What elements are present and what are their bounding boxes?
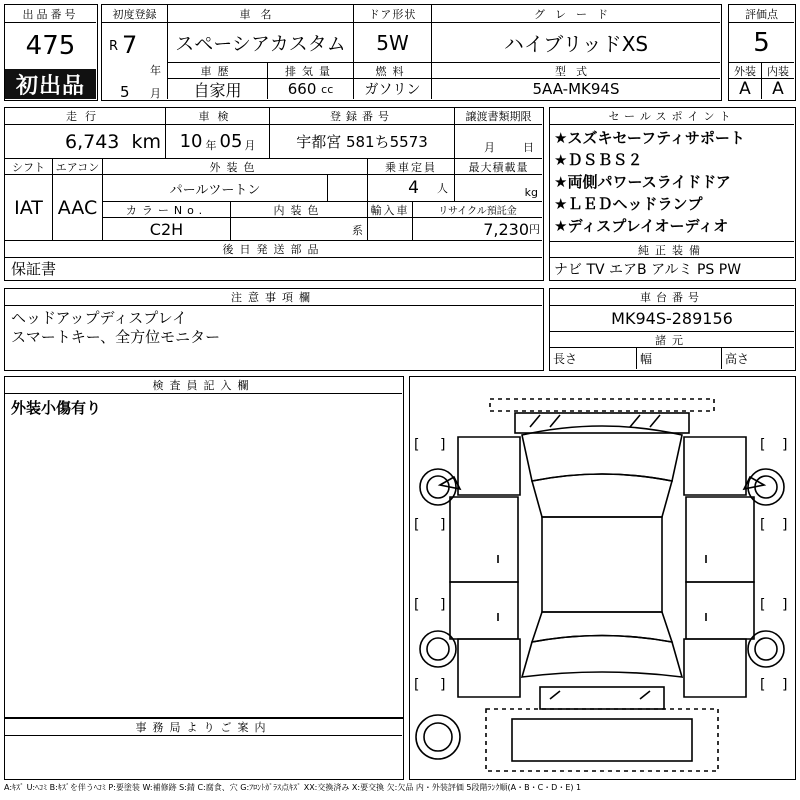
car-name-header: 車名 bbox=[168, 5, 354, 23]
score-box bbox=[728, 4, 796, 101]
sales-box bbox=[549, 107, 796, 281]
int-color-cell bbox=[231, 218, 368, 241]
right-front-wheel-inner bbox=[755, 476, 777, 498]
spec-box bbox=[101, 4, 722, 101]
sales-point-item: ★ＤＳＢＳ２ bbox=[554, 151, 643, 169]
exterior-score: A bbox=[729, 79, 762, 99]
first-reg-header: 初度登録 bbox=[102, 5, 168, 23]
color-no-value: C2H bbox=[103, 218, 231, 241]
fuel-value: ガソリン bbox=[354, 79, 432, 99]
right-front-fender bbox=[684, 437, 746, 495]
first-reg-month: 5 bbox=[120, 83, 130, 101]
bracket-mark: [ bbox=[760, 437, 766, 453]
lot-header: 出品番号 bbox=[5, 5, 96, 23]
notes-text bbox=[11, 309, 220, 347]
displacement-header: 排気量 bbox=[268, 63, 354, 79]
later-parts-value: 保証書 bbox=[11, 260, 57, 278]
sales-point-item: ★ディスプレイオーディオ bbox=[554, 217, 729, 235]
interior-header: 内装 bbox=[762, 63, 794, 79]
inspection-year-unit: 年 bbox=[205, 138, 217, 152]
rear-lower-panel bbox=[512, 719, 692, 761]
chassis-value: MK94S-289156 bbox=[550, 306, 794, 332]
bracket-mark: ] bbox=[440, 677, 446, 693]
displacement-unit: cc bbox=[321, 82, 334, 96]
import-cell bbox=[368, 218, 413, 241]
mileage-header: 走行 bbox=[5, 108, 166, 125]
registration-value: 宇都宮 581ち5573 bbox=[270, 125, 455, 159]
first-reg-year: 7 bbox=[122, 31, 138, 59]
door-header: ドア形状 bbox=[354, 5, 432, 23]
inspection-month: 05 bbox=[219, 131, 243, 152]
recycle-header: リサイクル預託金 bbox=[413, 202, 542, 218]
left-front-fender bbox=[458, 437, 520, 495]
later-parts-header: 後日発送部品 bbox=[5, 241, 542, 258]
ext-color-value: パールツートン bbox=[103, 175, 328, 202]
front-glass-lines bbox=[530, 415, 660, 427]
transfer-month-unit: 月 bbox=[484, 140, 495, 154]
details-box bbox=[4, 107, 544, 281]
right-rear-door bbox=[686, 582, 754, 639]
bracket-mark: ] bbox=[440, 437, 446, 453]
bracket-mark: [ bbox=[414, 597, 420, 613]
roof-top-outline bbox=[490, 399, 714, 411]
rear-window-outline bbox=[532, 612, 672, 642]
history-header: 車歴 bbox=[168, 63, 268, 79]
left-front-door bbox=[450, 497, 518, 582]
rear-gate-outline bbox=[522, 636, 682, 678]
displacement-value: 660 bbox=[287, 80, 317, 98]
car-name-value: スペーシアカスタム bbox=[168, 23, 354, 63]
registration-header: 登録番号 bbox=[270, 108, 455, 125]
left-mirror bbox=[440, 477, 460, 489]
legend-footer: A:ｷｽﾞ U:ﾍｺﾐ B:ｷｽﾞを伴うﾍｺﾐ P:要塗装 W:補修跡 S:錆 C:腐食、穴 G:ﾌﾛﾝﾄｶﾞﾗｽ点ｷｽﾞ XX:交換済み X:要交換 欠:欠品 内・外装評価 5段階ﾗﾝｸ順(A・B・C・D・E) 1 bbox=[4, 783, 582, 792]
shift-header: シフト bbox=[5, 159, 53, 175]
right-rear-quarter bbox=[684, 639, 746, 697]
door-value: 5W bbox=[354, 23, 432, 63]
color-no-header: カラーNo. bbox=[103, 202, 231, 218]
left-rear-wheel bbox=[420, 631, 456, 667]
right-mirror bbox=[744, 477, 764, 489]
displacement-cell bbox=[268, 79, 354, 99]
inspector-box bbox=[4, 376, 404, 718]
grade-header: グレード bbox=[432, 5, 720, 23]
inspector-header: 検査員記入欄 bbox=[5, 377, 402, 394]
aircon-header: エアコン bbox=[53, 159, 103, 175]
interior-score: A bbox=[772, 79, 784, 99]
capacity-unit: 人 bbox=[437, 182, 448, 195]
roof-outline bbox=[542, 517, 662, 612]
office-box bbox=[4, 718, 404, 780]
max-load-cell bbox=[455, 175, 542, 202]
right-front-door bbox=[686, 497, 754, 582]
sales-point-item: ★スズキセーフティサポート bbox=[554, 129, 745, 147]
office-header: 事務局よりご案内 bbox=[5, 719, 402, 736]
mileage-value: 6,743 bbox=[64, 130, 120, 153]
bracket-mark: [ bbox=[414, 517, 420, 533]
int-color-unit: 系 bbox=[352, 224, 363, 237]
import-header: 輸入車 bbox=[368, 202, 413, 218]
aircon-value: AAC bbox=[53, 175, 103, 241]
car-diagram bbox=[410, 377, 794, 778]
bracket-mark: [ bbox=[760, 517, 766, 533]
spare-tire bbox=[416, 715, 460, 759]
spare-tire-inner bbox=[424, 723, 452, 751]
recycle-cell bbox=[413, 218, 542, 241]
bracket-mark: [ bbox=[414, 437, 420, 453]
exterior-header: 外装 bbox=[729, 63, 762, 79]
recycle-unit: 円 bbox=[529, 223, 540, 236]
car-diagram-box bbox=[409, 376, 796, 780]
transfer-cell bbox=[455, 125, 542, 159]
bracket-mark: ] bbox=[782, 677, 788, 693]
first-listing-badge: 初出品 bbox=[5, 69, 96, 99]
dimensions-header: 諸元 bbox=[550, 332, 794, 348]
notes-line: ヘッドアップディスプレイ bbox=[11, 309, 187, 327]
first-reg-month-unit: 月 bbox=[150, 87, 161, 100]
width-label: 幅 bbox=[637, 348, 722, 369]
genuine-value: ナビ TV エアB アルミ PS PW bbox=[554, 261, 742, 278]
sales-point-item: ★両側パワースライドドア bbox=[554, 173, 731, 191]
first-reg-year-unit: 年 bbox=[150, 64, 161, 77]
right-rear-wheel bbox=[748, 631, 784, 667]
inspection-year: 10 bbox=[179, 131, 203, 152]
int-color-header: 内装色 bbox=[231, 202, 368, 218]
max-load-unit: kg bbox=[524, 186, 538, 199]
windshield-outline bbox=[532, 474, 672, 517]
model-code-value: 5AA-MK94S bbox=[532, 80, 620, 98]
inspector-text: 外装小傷有り bbox=[11, 399, 102, 417]
bracket-mark: [ bbox=[414, 677, 420, 693]
grade-value: ハイブリッドXS bbox=[432, 23, 720, 63]
height-label: 高さ bbox=[725, 352, 750, 366]
rear-bumper bbox=[540, 687, 664, 709]
bracket-mark: ] bbox=[782, 597, 788, 613]
chassis-header: 車台番号 bbox=[550, 289, 794, 306]
right-rear-wheel-inner bbox=[755, 638, 777, 660]
inspection-cell bbox=[166, 125, 270, 159]
score-header: 評価点 bbox=[729, 5, 794, 23]
left-rear-wheel-inner bbox=[427, 638, 449, 660]
history-value: 自家用 bbox=[168, 79, 268, 99]
left-front-wheel-inner bbox=[427, 476, 449, 498]
bracket-mark: ] bbox=[782, 517, 788, 533]
ext-color-header: 外装色 bbox=[103, 159, 368, 175]
capacity-header: 乗車定員 bbox=[368, 159, 455, 175]
lot-box bbox=[4, 4, 98, 101]
notes-header: 注意事項欄 bbox=[5, 289, 542, 306]
mileage-cell bbox=[5, 125, 166, 159]
chassis-box bbox=[549, 288, 796, 371]
bracket-mark: [ bbox=[760, 597, 766, 613]
bracket-mark: ] bbox=[440, 597, 446, 613]
model-code-header: 型式 bbox=[432, 63, 720, 79]
score-value: 5 bbox=[729, 23, 794, 63]
capacity-value: 4 bbox=[408, 178, 419, 198]
ext-color-blank bbox=[328, 175, 368, 202]
notes-line: スマートキー、全方位モニター bbox=[11, 328, 221, 346]
transfer-header: 譲渡書類期限 bbox=[455, 108, 542, 125]
length-label: 長さ bbox=[550, 348, 637, 369]
rear-bumper-marks bbox=[550, 691, 650, 699]
left-rear-quarter bbox=[458, 639, 520, 697]
mileage-unit: km bbox=[131, 130, 161, 153]
shift-value: IAT bbox=[5, 175, 53, 241]
max-load-header: 最大積載量 bbox=[455, 159, 542, 175]
notes-box bbox=[4, 288, 544, 371]
bracket-mark: ] bbox=[782, 437, 788, 453]
bracket-mark: ] bbox=[440, 517, 446, 533]
inspection-header: 車検 bbox=[166, 108, 270, 125]
bracket-mark: [ bbox=[760, 677, 766, 693]
recycle-value: 7,230 bbox=[483, 219, 529, 239]
sales-points-list bbox=[554, 127, 794, 237]
inspection-month-unit: 月 bbox=[244, 138, 256, 152]
sales-points-header: セールスポイント bbox=[550, 108, 794, 125]
transfer-day-unit: 日 bbox=[523, 140, 534, 154]
left-rear-door bbox=[450, 582, 518, 639]
first-reg-era: R bbox=[109, 39, 119, 54]
genuine-header: 純正装備 bbox=[550, 241, 794, 258]
bonnet-outline bbox=[522, 426, 682, 481]
fuel-header: 燃料 bbox=[354, 63, 432, 79]
sales-point-item: ★ＬＥＤヘッドランプ bbox=[554, 195, 703, 213]
lot-number: 475 bbox=[25, 31, 76, 61]
front-bumper-top bbox=[515, 413, 689, 433]
capacity-cell bbox=[368, 175, 455, 202]
